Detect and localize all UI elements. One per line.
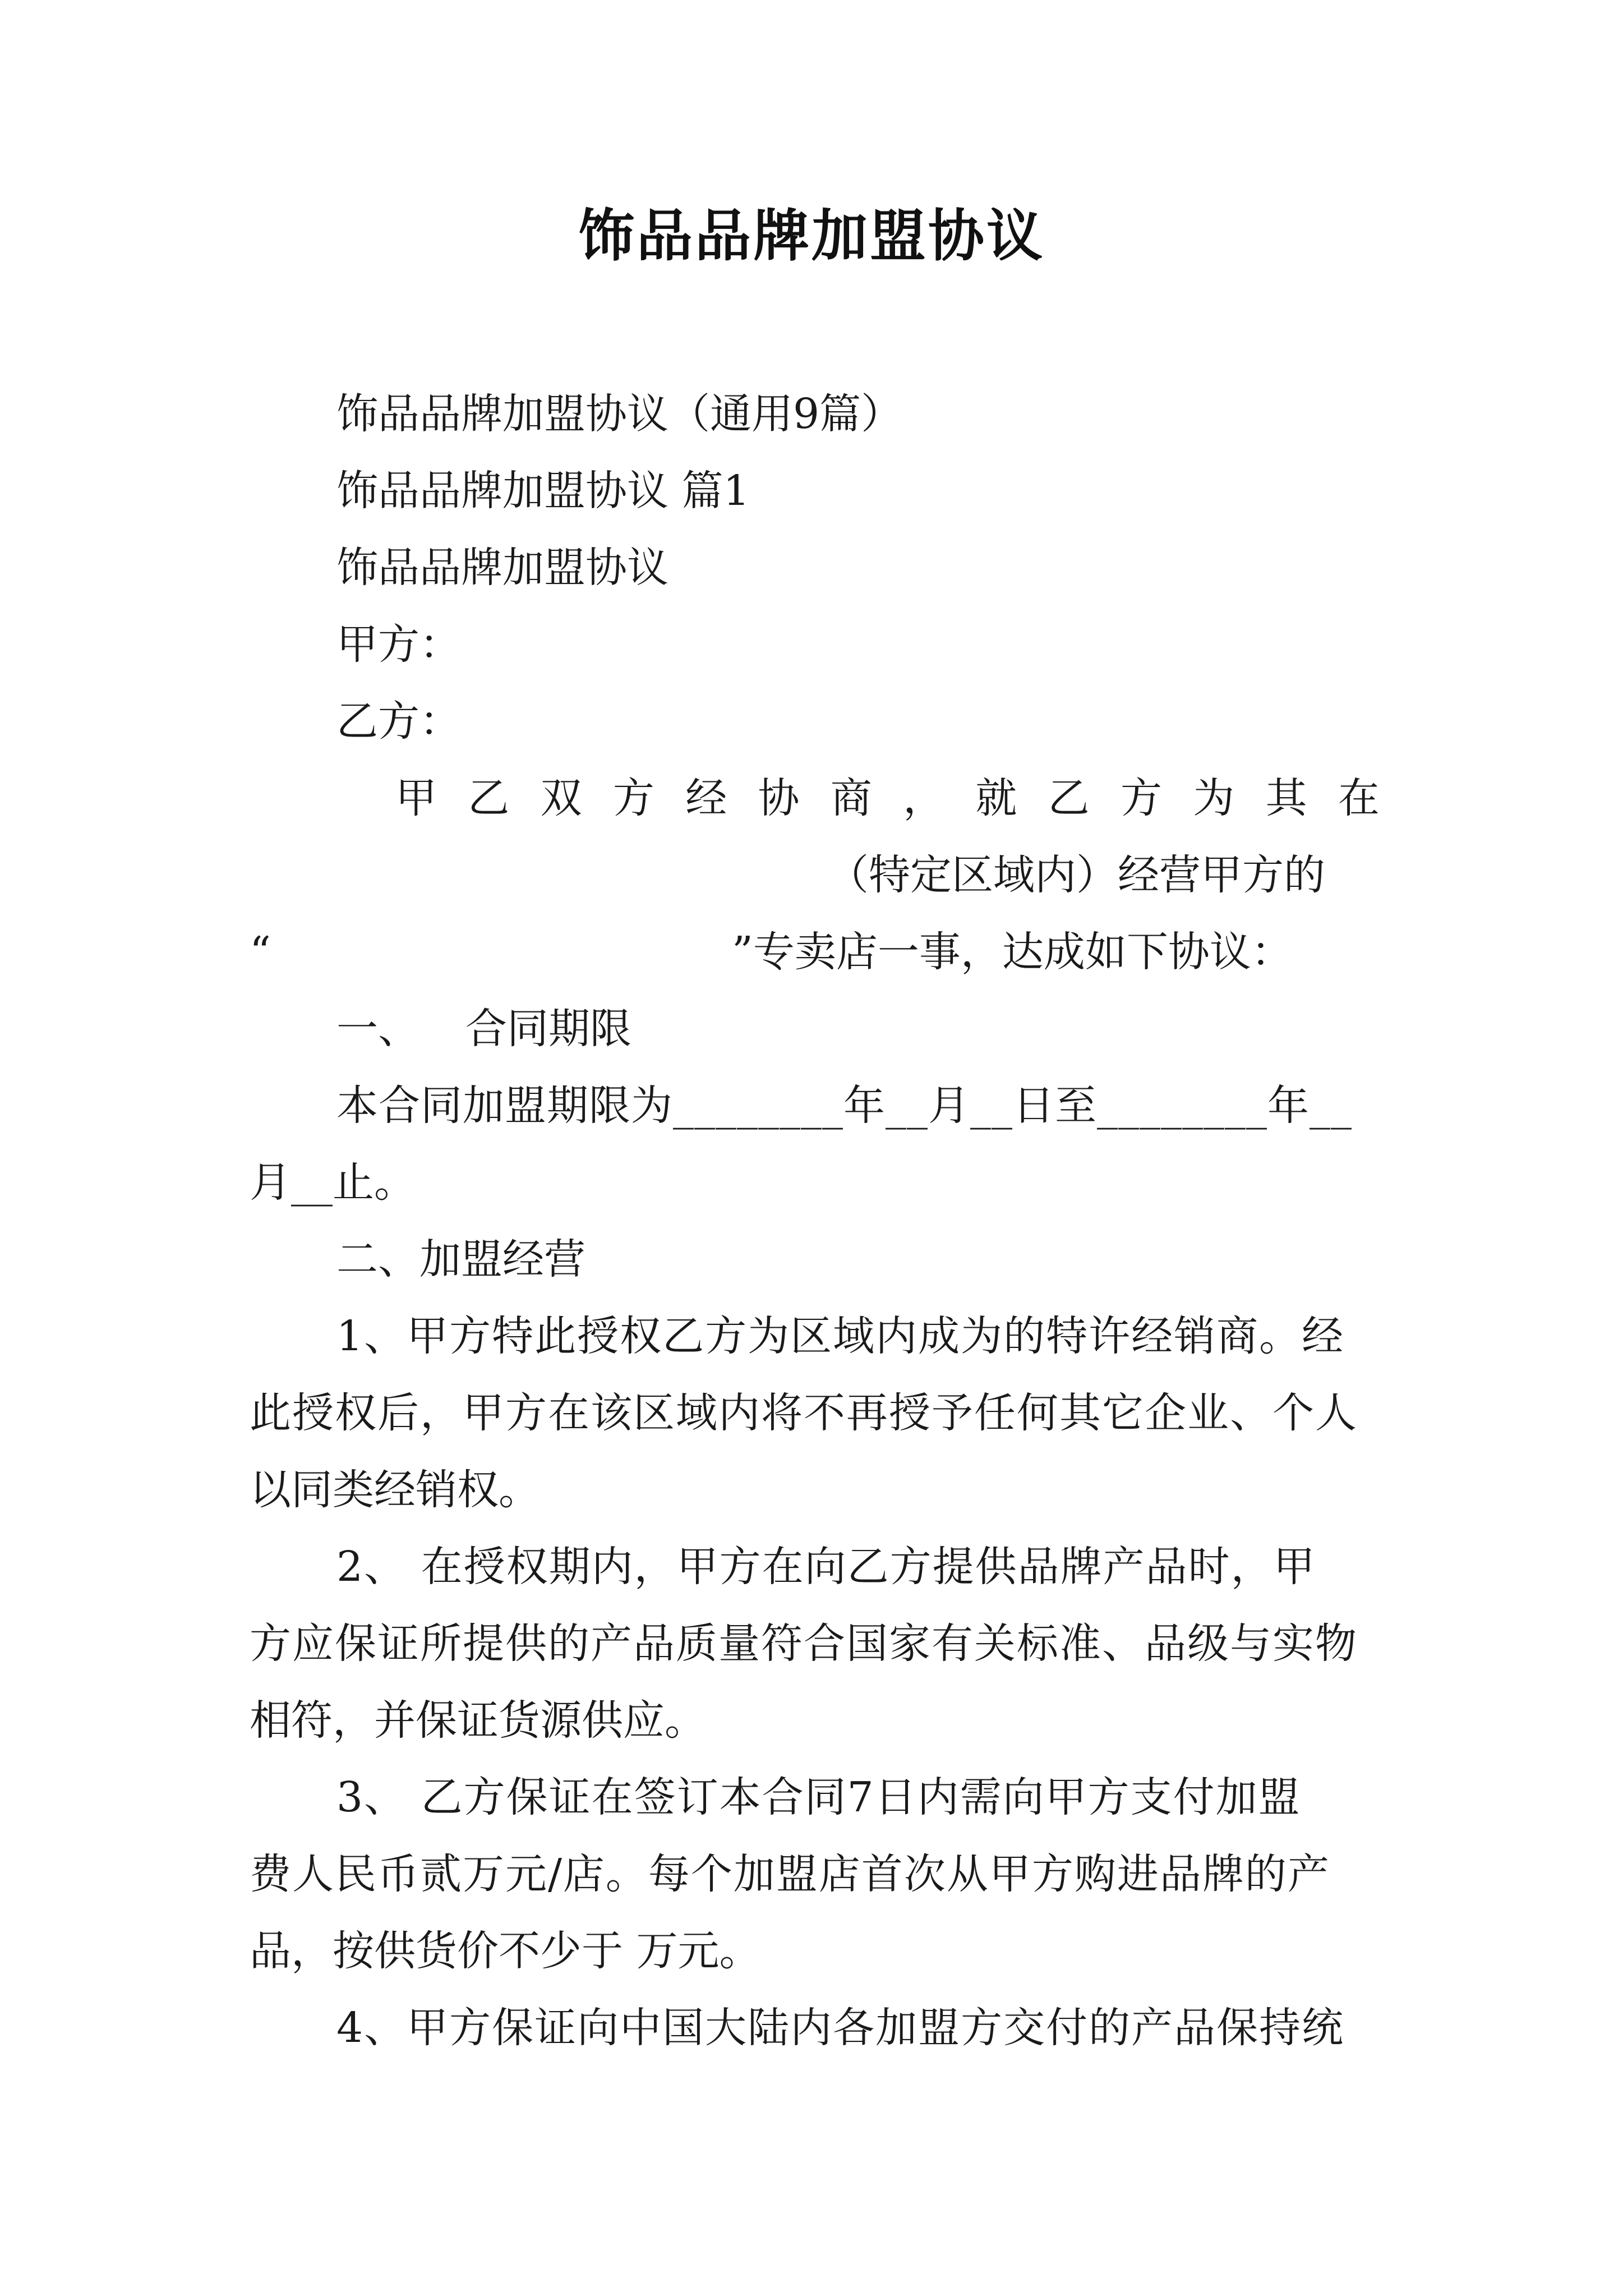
clause3-line-1: 3、 乙方保证在签订本合同7日内需向甲方支付加盟: [336, 1773, 1301, 1821]
clause1-line-2: 此授权后，甲方在该区域内将不再授予任何其它企业、个人: [250, 1389, 1358, 1437]
party-a-label: 甲方：: [336, 620, 461, 669]
intro-open-quote: “: [250, 928, 271, 976]
document-subtitle: 饰品品牌加盟协议（通用9篇）: [336, 390, 903, 438]
intro-line-1-char: 双: [540, 774, 582, 822]
intro-line-1: [395, 770, 1380, 826]
intro-line-1-char: 在: [1338, 774, 1380, 822]
intro-line-1-char: 乙: [1048, 774, 1090, 822]
document-title: 饰品品牌加盟协议: [578, 203, 1045, 269]
section1-body-line-1: 本合同加盟期限为________年__月__日至________年__: [336, 1082, 1352, 1130]
chapter-heading: 饰品品牌加盟协议 篇1: [336, 467, 750, 515]
intro-line-1-char: 为: [1193, 774, 1235, 822]
section1-heading-number: 一、: [336, 1005, 419, 1053]
intro-line-1-char: 其: [1265, 774, 1307, 822]
intro-line-2: （特定区域内）经营甲方的: [827, 851, 1325, 899]
clause1-line-1: 1、甲方特此授权乙方为区域内成为的特许经销商。经: [336, 1312, 1345, 1360]
clause2-line-2: 方应保证所提供的产品质量符合国家有关标准、品级与实物: [250, 1619, 1358, 1668]
intro-line-1-char: 方: [1120, 774, 1162, 822]
section1-heading: 合同期限: [465, 1005, 631, 1053]
section1-body-line-2: 月__止。: [250, 1158, 416, 1207]
intro-line-1-char: 方: [612, 774, 654, 822]
clause4-line-1: 4、甲方保证向中国大陆内各加盟方交付的产品保持统: [336, 2004, 1345, 2052]
clause2-line-1: 2、 在授权期内，甲方在向乙方提供品牌产品时，甲: [336, 1543, 1316, 1591]
clause3-line-2: 费人民币贰万元/店。每个加盟店首次从甲方购进品牌的产: [250, 1850, 1330, 1898]
intro-line-1-char: 就: [975, 774, 1017, 822]
intro-line-1-char: 乙: [468, 774, 510, 822]
clause1-line-3: 以同类经销权。: [250, 1466, 540, 1514]
intro-line-1-char: 商: [830, 774, 872, 822]
party-b-label: 乙方：: [336, 697, 461, 746]
intro-line-1-char: 协: [758, 774, 800, 822]
intro-line-3: ”专卖店一事，达成如下协议：: [732, 928, 1293, 976]
intro-line-1-char: ，: [903, 774, 945, 822]
intro-line-1-char: 经: [685, 774, 727, 822]
clause3-line-3: 品，按供货价不少于 万元。: [250, 1927, 761, 1975]
agreement-heading: 饰品品牌加盟协议: [336, 544, 668, 592]
section2-heading: 二、加盟经营: [336, 1235, 585, 1283]
intro-line-1-char: 甲: [395, 774, 437, 822]
clause2-line-3: 相符，并保证货源供应。: [250, 1696, 706, 1745]
